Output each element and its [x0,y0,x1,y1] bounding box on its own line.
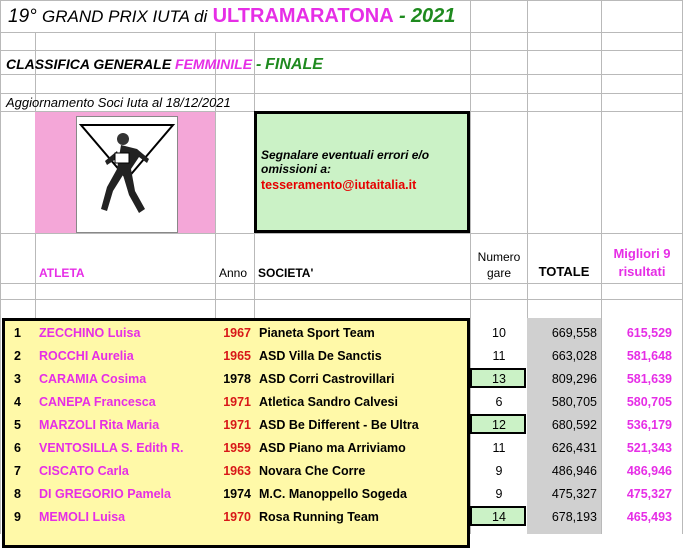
header-totale: TOTALE [538,264,590,279]
best-score: 521,343 [626,441,672,455]
rank-cell: 5 [14,418,21,432]
rank-cell: 8 [14,487,21,501]
rank-cell: 2 [14,349,21,363]
club-name: Atletica Sandro Calvesi [259,395,398,409]
total-score: 475,327 [551,487,597,501]
notice-email[interactable]: tesseramento@iutaitalia.it [261,178,417,192]
club-name: M.C. Manoppello Sogeda [259,487,407,501]
header-best-1: Migliori 9 [613,246,671,261]
races-count: 11 [492,349,506,363]
rank-cell: 7 [14,464,21,478]
title-dash: - [398,5,406,27]
athlete-name: ROCCHI Aurelia [39,349,134,363]
table-row [0,436,683,459]
header-gare-2: gare [486,266,512,280]
total-score: 580,705 [551,395,597,409]
birth-year: 1971 [223,418,251,432]
athlete-name: MEMOLI Luisa [39,510,126,524]
birth-year: 1978 [223,372,251,386]
header-gare-1: Numero [477,250,521,264]
title-gp: GRAND PRIX IUTA di [42,7,208,26]
total-score: 663,028 [551,349,597,363]
table-row [0,459,683,482]
races-count: 11 [492,441,506,455]
best-score: 581,648 [626,349,672,363]
birth-year: 1965 [223,349,251,363]
runner-icon [77,117,177,232]
races-count: 9 [495,487,503,501]
subtitle-fem: FEMMINILE [175,56,253,72]
update-note: Aggiornamento Soci Iuta al 18/12/2021 [6,95,231,110]
club-name: ASD Villa De Sanctis [259,349,382,363]
title-ultra: ULTRAMARATONA [212,5,394,27]
subtitle [6,56,323,74]
birth-year: 1967 [223,326,251,340]
birth-year: 1963 [223,464,251,478]
table-row [0,344,683,367]
best-score: 536,179 [626,418,672,432]
best-score: 475,327 [626,487,672,501]
subtitle-final: FINALE [265,56,323,73]
races-count: 13 [492,372,506,386]
total-score: 678,193 [551,510,597,524]
title-number: 19° [8,6,37,27]
subtitle-dash: - [255,56,262,73]
races-count: 14 [492,510,506,524]
birth-year: 1970 [223,510,251,524]
birth-year: 1974 [223,487,251,501]
club-name: Novara Che Corre [259,464,366,478]
total-score: 680,592 [551,418,597,432]
header-best-2: risultati [618,264,666,279]
races-count: 6 [495,395,503,409]
notice-text: Segnalare eventuali errori e/o omissioni a: [261,148,430,176]
athlete-name: MARZOLI Rita Maria [39,418,160,432]
athlete-name: CISCATO Carla [39,464,129,478]
total-score: 669,558 [551,326,597,340]
best-score: 465,493 [626,510,672,524]
header-atleta: ATLETA [39,266,85,280]
table-row [0,367,683,390]
notice-box [254,111,470,233]
best-score: 615,529 [626,326,672,340]
club-name: ASD Be Different - Be Ultra [259,418,419,432]
club-name: ASD Corri Castrovillari [259,372,395,386]
table-row [0,413,683,436]
total-score: 626,431 [551,441,597,455]
races-count: 12 [492,418,506,432]
rank-cell: 1 [14,326,21,340]
birth-year: 1971 [223,395,251,409]
athlete-name: CARAMIA Cosima [39,372,147,386]
rank-cell: 3 [14,372,21,386]
total-score: 486,946 [551,464,597,478]
subtitle-main: CLASSIFICA GENERALE [6,56,172,72]
best-score: 580,705 [626,395,672,409]
page-title [8,5,455,28]
birth-year: 1959 [223,441,251,455]
best-score: 581,639 [626,372,672,386]
header-societa: SOCIETA' [258,266,314,280]
table-row [0,321,683,344]
table-row [0,505,683,528]
total-score: 809,296 [551,372,597,386]
table-row [0,482,683,505]
header-anno: Anno [219,266,248,280]
best-score: 486,946 [626,464,672,478]
table-row [0,390,683,413]
rank-cell: 6 [14,441,21,455]
club-name: Rosa Running Team [259,510,379,524]
athlete-name: DI GREGORIO Pamela [39,487,171,501]
races-count: 10 [492,326,506,340]
rank-cell: 9 [14,510,21,524]
club-name: ASD Piano ma Arriviamo [259,441,406,455]
club-name: Pianeta Sport Team [259,326,375,340]
runner-logo [76,116,178,233]
athlete-name: ZECCHINO Luisa [39,326,141,340]
athlete-name: CANEPA Francesca [39,395,156,409]
rank-cell: 4 [14,395,21,409]
races-count: 9 [495,464,503,478]
title-year: 2021 [410,5,456,27]
athlete-name: VENTOSILLA S. Edith R. [39,441,184,455]
